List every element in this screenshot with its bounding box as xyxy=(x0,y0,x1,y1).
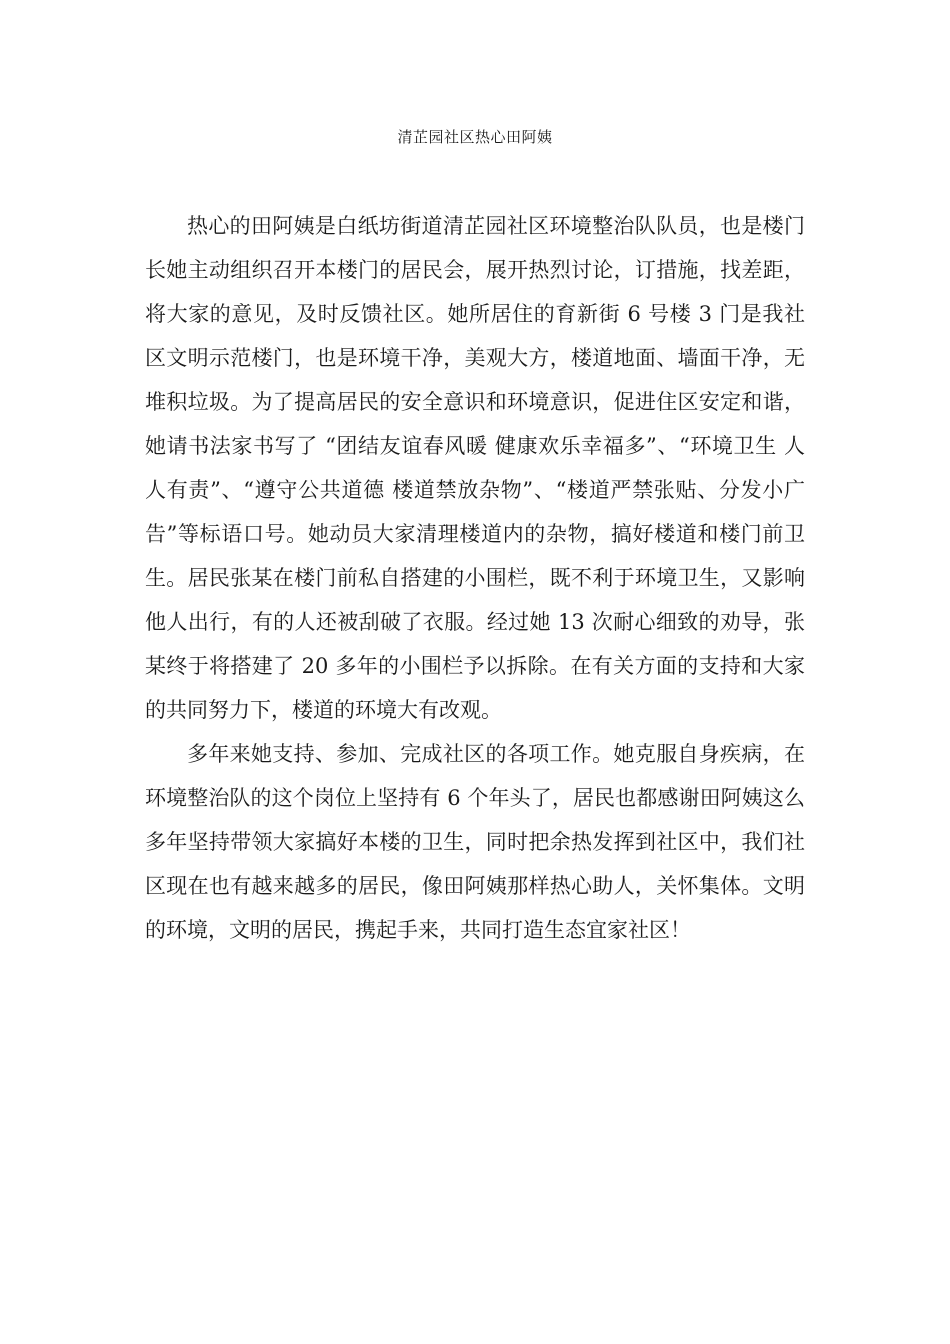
paragraph-2 xyxy=(145,732,805,952)
paragraph-1: 热心的田阿姨是白纸坊街道清芷园社区环境整治队队员，也是楼门长她主动组织召开本楼门的居民会，展开热烈讨论，订措施，找差距，将大家的意见，及时反馈社区。她所居住的育新街 6 号楼 3 门是我社区文明示范楼门，也是环境干净，美观大方，楼道地面、墙面干净，无堆积垃圾。为了提高居民的安全意识和环境意识，促进住区安定和谐，她请书法家书写了 “团结友谊春风暖 健康欢乐幸福多”、“环境卫生 人人有责”、“遵守公共道德 楼道禁放杂物”、“楼道严禁张贴、分发小广告”等标语口号。她动员大家清理楼道内的杂物，搞好楼道和楼门前卫生。居民张某在楼门前私自搭建的小围栏，既不利于环境卫生，又影响他人出行，有的人还被刮破了衣服。经过她 13 次耐心细致的劝导，张某终于将搭建了 20 多年的小围栏予以拆除。在有关方面的支持和大家的共同努力下，楼道的环境大有改观。 xyxy=(145,214,805,722)
paragraph-2-text: 多年来她支持、参加、完成社区的各项工作。她克服自身疾病，在环境整治队的这个岗位上坚持有 6 个年头了，居民也都感谢田阿姨这么多年坚持带领大家搞好本楼的卫生，同时把余热发挥到社区中， xyxy=(145,742,805,854)
document-title: 清芷园社区热心田阿姨 xyxy=(397,128,553,146)
paragraph-2-closing-text: 我们社区现在也有越来越多的居民，像田阿姨那样热心助人，关怀集体。文明的环境，文明的居民，携起手来，共同打造生态宜家社区！ xyxy=(145,830,806,942)
document-body xyxy=(145,204,805,952)
